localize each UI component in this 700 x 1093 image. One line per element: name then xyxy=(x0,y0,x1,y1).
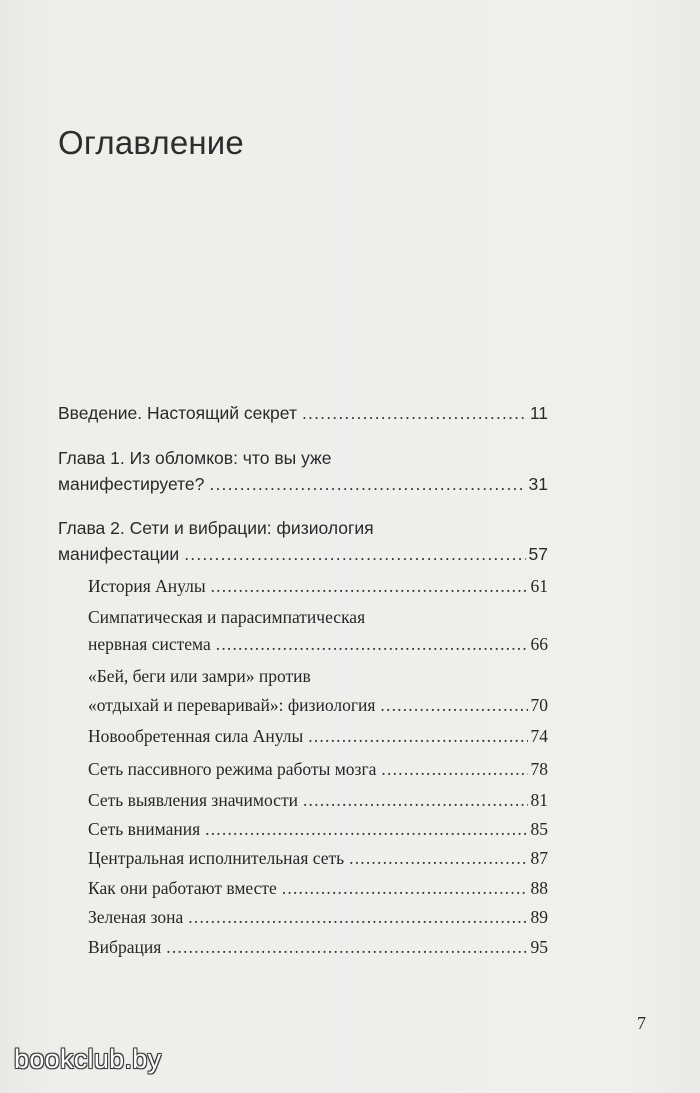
toc-entry xyxy=(88,907,548,928)
toc-page-number: 87 xyxy=(530,848,548,868)
toc-entry-title: Введение. Настоящий секрет xyxy=(58,403,297,423)
dot-leader xyxy=(216,634,528,655)
dot-leader xyxy=(205,819,527,840)
toc-page-number: 57 xyxy=(528,544,548,564)
toc-entry-title: Центральная исполнительная сеть xyxy=(88,848,345,868)
toc-entry-title: «Бей, беги или замри» против xyxy=(88,666,311,686)
toc-entry-title: История Анулы xyxy=(88,576,206,596)
toc-entry-line xyxy=(88,666,311,687)
toc-page-number: 88 xyxy=(530,878,548,898)
page-number: 7 xyxy=(637,1013,646,1033)
toc-entry-title: Глава 2. Сети и вибрации: физиология xyxy=(58,518,374,538)
toc-page-number: 89 xyxy=(530,907,548,927)
toc-entry xyxy=(88,726,548,747)
toc-entry-title: Глава 1. Из обломков: что вы уже xyxy=(58,448,332,468)
dot-leader xyxy=(188,907,527,928)
toc-entry xyxy=(58,544,548,565)
toc-entry xyxy=(88,937,548,958)
toc-page-number: 85 xyxy=(530,819,548,839)
dot-leader xyxy=(303,790,528,811)
dot-leader xyxy=(380,695,527,716)
toc-entry xyxy=(88,848,548,869)
toc-entry xyxy=(58,474,548,495)
toc-page-number: 66 xyxy=(530,634,548,654)
toc-entry-line xyxy=(88,607,365,628)
toc-page-number: 95 xyxy=(530,937,548,957)
toc-entry-title: манифестируете? xyxy=(58,474,205,494)
toc-entry xyxy=(88,819,548,840)
toc-entry xyxy=(88,790,548,811)
dot-leader xyxy=(349,848,527,869)
dot-leader xyxy=(211,576,528,597)
toc-page-number: 61 xyxy=(530,576,548,596)
toc-entry xyxy=(88,695,548,716)
toc-entry-title: Сеть выявления значимости xyxy=(88,790,298,810)
toc-page-number: 11 xyxy=(529,403,548,423)
toc-entry-title: нервная система xyxy=(88,634,211,654)
dot-leader xyxy=(184,544,525,565)
dot-leader xyxy=(302,403,527,424)
toc-entry-title: Новообретенная сила Анулы xyxy=(88,726,304,746)
toc-page-number: 78 xyxy=(530,759,548,779)
toc-entry xyxy=(88,878,548,899)
dot-leader xyxy=(308,726,527,747)
toc-page-number: 70 xyxy=(530,695,548,715)
toc-entry-title: Зеленая зона xyxy=(88,907,184,927)
toc-entry-title: «отдыхай и переваривай»: физиология xyxy=(88,695,376,715)
toc-entry-title: манифестации xyxy=(58,544,180,564)
toc-entry-title: Сеть пассивного режима работы мозга xyxy=(88,759,377,779)
toc-entry-title: Как они работают вместе xyxy=(88,878,277,898)
dot-leader xyxy=(282,878,528,899)
dot-leader xyxy=(166,937,527,958)
toc-entry-line xyxy=(58,448,331,469)
watermark: bookclub.by xyxy=(14,1044,162,1074)
toc-page-number: 81 xyxy=(530,790,548,810)
page-title: Оглавление xyxy=(58,124,244,161)
toc-entry-title: Сеть внимания xyxy=(88,819,201,839)
toc-page-number: 74 xyxy=(530,726,548,746)
toc-entry-line xyxy=(58,518,374,539)
toc-entry xyxy=(88,759,548,780)
toc-entry xyxy=(88,576,548,597)
toc-entry xyxy=(58,403,548,424)
dot-leader xyxy=(381,759,527,780)
dot-leader xyxy=(209,474,525,495)
toc-entry-title: Вибрация xyxy=(88,937,162,957)
toc-page-number: 31 xyxy=(528,474,548,494)
toc-entry xyxy=(88,634,548,655)
toc-entry-title: Симпатическая и парасимпатическая xyxy=(88,607,366,627)
